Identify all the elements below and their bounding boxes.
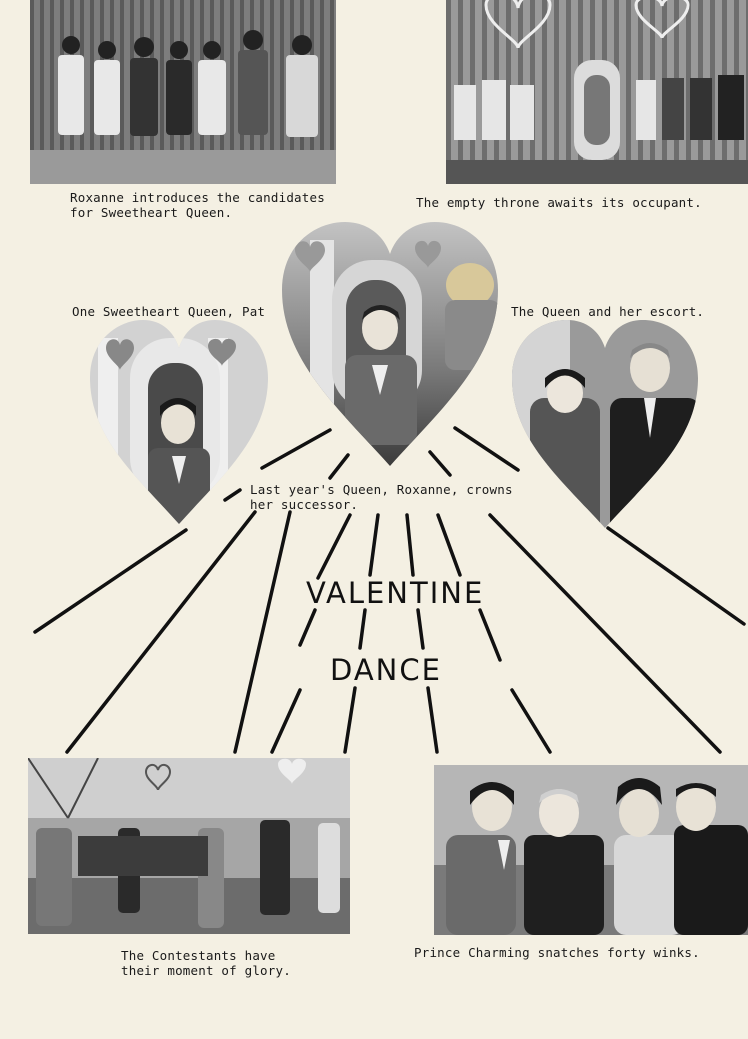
candidates-photo: [30, 0, 336, 184]
queen-pat-caption: One Sweetheart Queen, Pat: [72, 304, 266, 319]
crowning-caption: Last year's Queen, Roxanne, crowns her successor.: [250, 482, 513, 512]
prince-charming-caption: Prince Charming snatches forty winks.: [414, 945, 700, 960]
empty-throne-caption: The empty throne awaits its occupant.: [416, 195, 702, 210]
queen-escort-heart-photo: [510, 318, 700, 530]
empty-throne-photo: [446, 0, 748, 184]
contestants-caption: The Contestants have their moment of glory.: [121, 948, 291, 978]
queen-escort-caption: The Queen and her escort.: [511, 304, 705, 319]
contestants-dancing-photo: [28, 758, 350, 934]
prince-charming-photo: [434, 765, 748, 935]
candidates-caption: Roxanne introduces the candidates for Sweetheart Queen.: [70, 190, 325, 220]
title-dance: DANCE: [330, 653, 442, 687]
crowning-heart-photo: [280, 220, 500, 468]
queen-pat-heart-photo: [88, 318, 270, 526]
title-valentine: VALENTINE: [306, 576, 485, 610]
